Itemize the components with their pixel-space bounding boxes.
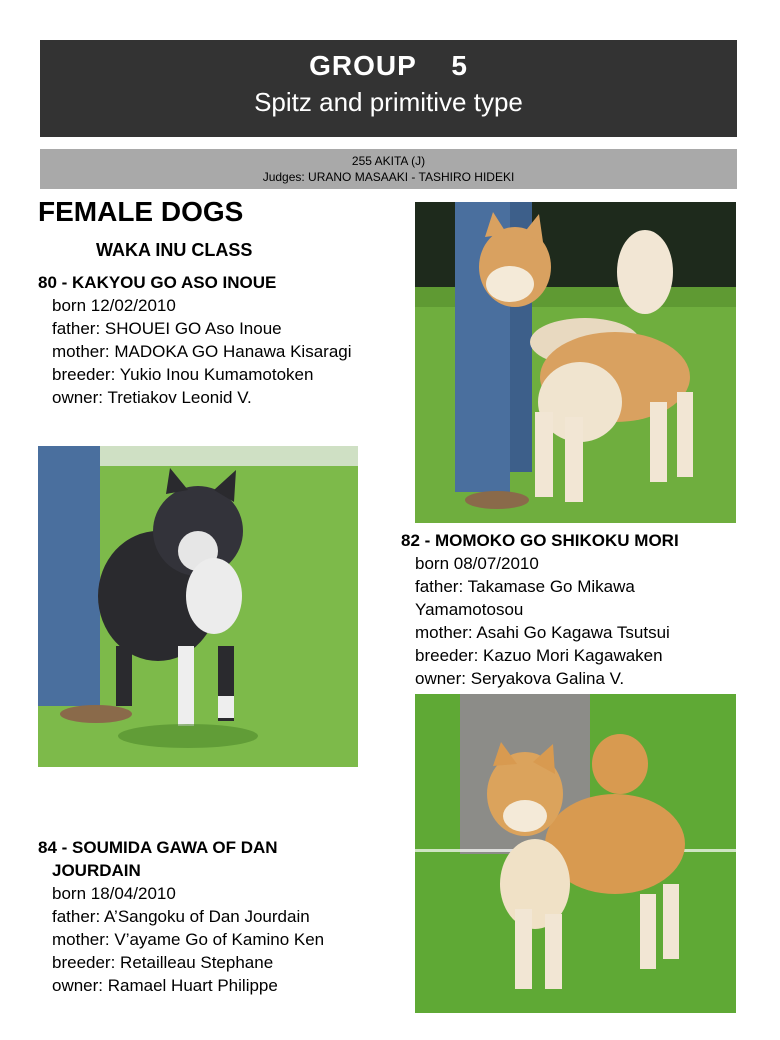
class-title: WAKA INU CLASS (96, 240, 253, 260)
entry-father: father: A’Sangoku of Dan Jourdain (52, 907, 310, 926)
entry-owner: owner: Seryakova Galina V. (415, 669, 625, 688)
entry-82 (401, 529, 679, 690)
entry-mother: mother: V’ayame Go of Kamino Ken (52, 930, 325, 949)
entry-breeder: breeder: Yukio Inou Kumamotoken (52, 365, 314, 384)
entry-name-cont: JOURDAIN (52, 861, 141, 880)
entry-80 (38, 271, 352, 409)
entry-owner: owner: Tretiakov Leonid V. (52, 388, 252, 407)
group-title: GROUP 5 (309, 50, 468, 81)
breed-bar (40, 149, 737, 189)
entry-breeder: breeder: Retailleau Stephane (52, 953, 274, 972)
entry-father: father: SHOUEI GO Aso Inoue (52, 319, 282, 338)
entry-father: father: Takamase Go Mikawa (415, 577, 635, 596)
dog-photo-brindle-akita (38, 446, 358, 767)
entry-father-cont: Yamamotosou (415, 600, 524, 619)
entry-mother: mother: Asahi Go Kagawa Tsutsui (415, 623, 670, 642)
group-banner (40, 40, 737, 137)
entry-owner: owner: Ramael Huart Philippe (52, 976, 278, 995)
section-title: FEMALE DOGS (38, 196, 244, 227)
group-subtitle: Spitz and primitive type (254, 87, 523, 117)
entry-born: born 12/02/2010 (52, 296, 176, 315)
dog-photo-red-akita-2 (415, 694, 736, 1013)
entry-name: 80 - KAKYOU GO ASO INOUE (38, 273, 277, 292)
entry-mother: mother: MADOKA GO Hanawa Kisaragi (52, 342, 352, 361)
entry-breeder: breeder: Kazuo Mori Kagawaken (415, 646, 663, 665)
entry-84 (38, 836, 324, 997)
dog-photo-red-akita (415, 202, 736, 523)
breed-line: 255 AKITA (J) (351, 154, 426, 168)
entry-born: born 18/04/2010 (52, 884, 176, 903)
entry-born: born 08/07/2010 (415, 554, 539, 573)
entry-name: 82 - MOMOKO GO SHIKOKU MORI (401, 531, 679, 550)
judges-line: Judges: URANO MASAAKI - TASHIRO HIDEKI (262, 170, 515, 184)
entry-name: 84 - SOUMIDA GAWA OF DAN (38, 838, 278, 857)
